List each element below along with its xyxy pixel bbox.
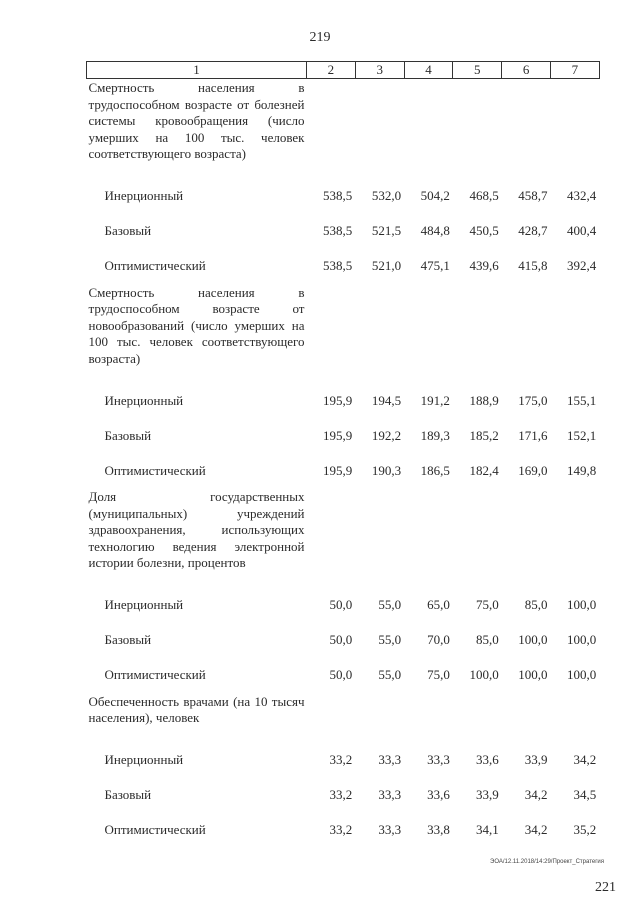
value-cell: 191,2 — [420, 392, 450, 408]
value-cell: 100,0 — [567, 632, 597, 647]
section-description-row — [87, 79, 600, 163]
value-cell: 70,0 — [427, 632, 450, 647]
value-cell: 504,2 — [420, 188, 450, 203]
value-cell: 195,9 — [323, 427, 353, 443]
value-cell: 532,0 — [371, 188, 402, 203]
value-cell: 34,2 — [524, 822, 548, 837]
value-cell: 484,8 — [420, 223, 450, 238]
value-cell: 468,5 — [469, 188, 499, 203]
header-cell: 7 — [550, 62, 599, 79]
document-stamp: ЭОА/12.11.2018/14:29/Проект_Стратегия — [490, 859, 604, 865]
value-cell: 400,4 — [567, 223, 597, 238]
value-cell: 55,0 — [378, 597, 402, 612]
value-cell: 33,8 — [427, 822, 450, 837]
value-cell: 100,0 — [469, 667, 499, 682]
value-cell: 189,3 — [420, 427, 450, 443]
scenario-label: Инерционный — [104, 752, 184, 767]
value-cell: 34,5 — [573, 787, 597, 802]
table-row — [87, 658, 600, 693]
section-description-row — [87, 284, 600, 368]
value-cell: 35,2 — [573, 822, 597, 837]
table-row — [87, 813, 600, 848]
table-row — [87, 743, 600, 778]
table-row — [87, 623, 600, 658]
value-cell: 34,2 — [573, 752, 597, 767]
value-cell: 195,9 — [323, 392, 353, 408]
table-row — [87, 383, 600, 418]
page-number: 219 — [309, 30, 331, 45]
value-cell: 155,1 — [567, 392, 597, 408]
value-cell: 415,8 — [518, 258, 548, 273]
value-cell: 50,0 — [329, 632, 353, 647]
value-cell: 458,7 — [518, 188, 548, 203]
indicator-description: Доля государственных (муниципальных) учреждений здравоохранения, использующих технологию ведения электронной истории болезни, процентов — [88, 489, 305, 570]
value-cell: 33,3 — [427, 752, 450, 767]
value-cell: 450,5 — [469, 223, 499, 238]
indicators-table — [86, 61, 600, 848]
value-cell: 439,6 — [469, 258, 499, 273]
header-cell: 3 — [355, 62, 404, 79]
value-cell: 432,4 — [567, 188, 597, 203]
value-cell: 538,5 — [323, 258, 353, 273]
value-cell: 475,1 — [420, 258, 450, 273]
value-cell: 194,5 — [371, 392, 402, 408]
indicator-description: Обеспеченность врачами (на 10 тысяч населения), человек — [88, 693, 305, 725]
value-cell: 192,2 — [371, 427, 402, 443]
value-cell: 55,0 — [378, 632, 402, 647]
header-cell: 2 — [307, 62, 356, 79]
header-cell: 6 — [502, 62, 551, 79]
scenario-label: Базовый — [104, 223, 152, 238]
indicator-description: Смертность населения в трудоспособном возрасте от новообразований (число умерших на 100 тыс. человек соответствующего возраста) — [88, 284, 305, 366]
header-cell: 1 — [87, 62, 307, 79]
table-row — [87, 453, 600, 488]
value-cell: 175,0 — [518, 392, 548, 408]
table-row — [87, 179, 600, 214]
header-cell: 5 — [453, 62, 502, 79]
value-cell: 538,5 — [323, 188, 353, 203]
table-row — [87, 588, 600, 623]
table-header-row — [87, 62, 600, 79]
value-cell: 185,2 — [469, 427, 499, 443]
indicator-description: Смертность населения в трудоспособном возрасте от болезней системы кровообращения (число умерших на 100 тыс. человек соответствующего возраста) — [88, 80, 305, 161]
scenario-label: Инерционный — [104, 597, 184, 612]
value-cell: 33,2 — [329, 752, 353, 767]
value-cell: 33,2 — [329, 787, 353, 802]
value-cell: 182,4 — [469, 462, 499, 478]
value-cell: 538,5 — [323, 223, 353, 238]
value-cell: 85,0 — [475, 632, 499, 647]
scenario-label: Базовый — [104, 632, 152, 647]
table-row — [87, 214, 600, 249]
value-cell: 33,6 — [427, 787, 450, 802]
value-cell: 33,3 — [378, 752, 402, 767]
value-cell: 33,2 — [329, 822, 353, 837]
value-cell: 392,4 — [567, 258, 597, 273]
value-cell: 521,0 — [371, 258, 402, 273]
value-cell: 55,0 — [378, 667, 402, 682]
value-cell: 33,9 — [475, 787, 499, 802]
value-cell: 188,9 — [469, 392, 499, 408]
scenario-label: Базовый — [104, 787, 152, 802]
scenario-label: Оптимистический — [104, 258, 206, 273]
value-cell: 195,9 — [323, 462, 353, 478]
value-cell: 75,0 — [427, 667, 450, 682]
value-cell: 100,0 — [567, 597, 597, 612]
value-cell: 190,3 — [371, 462, 402, 478]
value-cell: 34,2 — [524, 787, 548, 802]
value-cell: 33,3 — [378, 787, 402, 802]
value-cell: 33,9 — [524, 752, 548, 767]
table-row — [87, 249, 600, 284]
value-cell: 186,5 — [420, 462, 450, 478]
value-cell: 75,0 — [475, 597, 499, 612]
value-cell: 50,0 — [329, 667, 353, 682]
value-cell: 50,0 — [329, 597, 353, 612]
value-cell: 33,6 — [475, 752, 499, 767]
value-cell: 34,1 — [475, 822, 499, 837]
value-cell: 33,3 — [378, 822, 402, 837]
scenario-label: Инерционный — [104, 188, 184, 203]
scenario-label: Инерционный — [104, 392, 184, 408]
value-cell: 521,5 — [371, 223, 402, 238]
value-cell: 65,0 — [427, 597, 450, 612]
scenario-label: Базовый — [104, 427, 152, 443]
value-cell: 100,0 — [518, 632, 548, 647]
value-cell: 100,0 — [518, 667, 548, 682]
scenario-label: Оптимистический — [104, 667, 206, 682]
value-cell: 171,6 — [518, 427, 548, 443]
table-row — [87, 778, 600, 813]
header-cell: 4 — [404, 62, 453, 79]
value-cell: 100,0 — [567, 667, 597, 682]
value-cell: 169,0 — [518, 462, 548, 478]
value-cell: 428,7 — [518, 223, 548, 238]
value-cell: 85,0 — [524, 597, 548, 612]
scenario-label: Оптимистический — [104, 822, 206, 837]
value-cell: 149,8 — [567, 462, 597, 478]
section-description-row — [87, 488, 600, 572]
table-row — [87, 418, 600, 453]
section-description-row — [87, 693, 600, 727]
scenario-label: Оптимистический — [104, 462, 206, 478]
value-cell: 152,1 — [567, 427, 597, 443]
bottom-page-number: 221 — [595, 880, 616, 895]
